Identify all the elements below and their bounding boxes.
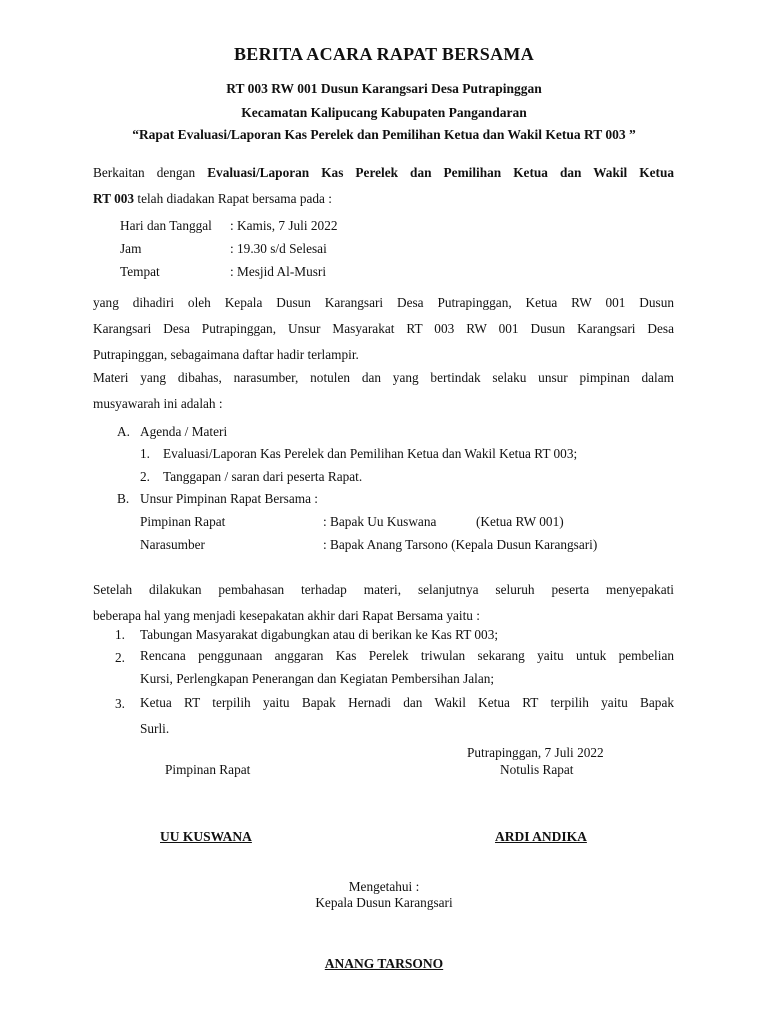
attendance-line: yang dihadiri oleh Kepala Dusun Karangsari Desa Putrapinggan, Ketua RW 001 Dusun bbox=[93, 295, 674, 310]
schedule-label-day: Hari dan Tanggal bbox=[120, 218, 212, 233]
agreement-number: 1. bbox=[115, 627, 125, 642]
intro-paragraph bbox=[93, 160, 674, 212]
schedule-value-time: : 19.30 s/d Selesai bbox=[230, 241, 327, 256]
intro-line-2 bbox=[93, 186, 674, 212]
speaker-value: : Bapak Anang Tarsono (Kepala Dusun Karangsari) bbox=[323, 537, 598, 552]
intro-suffix: telah diadakan Rapat bersama pada : bbox=[134, 191, 332, 206]
header-line-1: RT 003 RW 001 Dusun Karangsari Desa Putrapinggan bbox=[226, 81, 542, 96]
leader-value: : Bapak Uu Kuswana bbox=[323, 514, 437, 529]
materi-paragraph bbox=[93, 365, 674, 417]
agreement-number: 2. bbox=[115, 650, 125, 665]
conclusion-line: Setelah dilakukan pembahasan terhadap materi, selanjutnya seluruh peserta menyepakati bbox=[93, 582, 674, 597]
acknowledge-label: Mengetahui : bbox=[348, 879, 420, 894]
header-line-3: “Rapat Evaluasi/Laporan Kas Perelek dan Pemilihan Ketua dan Wakil Ketua RT 003 ” bbox=[132, 127, 636, 142]
schedule-label-time: Jam bbox=[120, 241, 142, 256]
agenda-item: Tanggapan / saran dari peserta Rapat. bbox=[163, 469, 363, 484]
left-signer-name: UU KUSWANA bbox=[160, 829, 252, 844]
conclusion-paragraph bbox=[93, 577, 674, 629]
right-role: Notulis Rapat bbox=[500, 762, 574, 777]
agreement-text: Tabungan Masyarakat digabungkan atau di berikan ke Kas RT 003; bbox=[140, 627, 499, 642]
left-role: Pimpinan Rapat bbox=[165, 762, 251, 777]
attendance-paragraph bbox=[93, 290, 674, 368]
agenda-item: Evaluasi/Laporan Kas Perelek dan Pemilihan Ketua dan Wakil Ketua RT 003; bbox=[163, 446, 578, 461]
agenda-number: 1. bbox=[140, 446, 150, 461]
leader-note: (Ketua RW 001) bbox=[476, 514, 564, 529]
schedule-label-place: Tempat bbox=[120, 264, 160, 279]
schedule-value-day: : Kamis, 7 Juli 2022 bbox=[230, 218, 338, 233]
right-signer-name: ARDI ANDIKA bbox=[495, 829, 587, 844]
leader-label: Pimpinan Rapat bbox=[140, 514, 226, 529]
materi-line: Materi yang dibahas, narasumber, notulen dan yang bertindak selaku unsur pimpinan dalam bbox=[93, 370, 674, 385]
attendance-line: Karangsari Desa Putrapinggan, Unsur Masyarakat RT 003 RW 001 Dusun Karangsari Desa bbox=[93, 321, 674, 336]
schedule-value-place: : Mesjid Al-Musri bbox=[230, 264, 327, 279]
intro-bold-topic: Evaluasi/Laporan Kas Perelek dan Pemilihan Ketua dan Wakil Ketua bbox=[207, 165, 674, 180]
acknowledge-role: Kepala Dusun Karangsari bbox=[315, 895, 453, 910]
agreement-text-block bbox=[140, 690, 674, 742]
agreement-text: Surli. bbox=[140, 721, 170, 736]
agreement-number: 3. bbox=[115, 696, 125, 711]
acknowledge-signer-name: ANANG TARSONO bbox=[324, 956, 444, 971]
speaker-label: Narasumber bbox=[140, 537, 205, 552]
materi-line: musyawarah ini adalah : bbox=[93, 396, 223, 411]
acknowledge-name-wrap bbox=[0, 955, 768, 973]
header-line-2: Kecamatan Kalipucang Kabupaten Pangandaran bbox=[241, 105, 527, 120]
agreement-text: Ketua RT terpilih yaitu Bapak Hernadi dan Wakil Ketua RT terpilih yaitu Bapak bbox=[140, 695, 674, 710]
attendance-line: Putrapinggan, sebagaimana daftar hadir terlampir. bbox=[93, 347, 359, 362]
place-date: Putrapinggan, 7 Juli 2022 bbox=[467, 745, 604, 760]
section-b-label: Unsur Pimpinan Rapat Bersama : bbox=[140, 491, 319, 506]
intro-prefix: Berkaitan dengan bbox=[93, 165, 208, 180]
conclusion-line: beberapa hal yang menjadi kesepakatan akhir dari Rapat Bersama yaitu : bbox=[93, 608, 480, 623]
agenda-number: 2. bbox=[140, 469, 150, 484]
intro-bold-rt: RT 003 bbox=[93, 191, 135, 206]
intro-line-1 bbox=[93, 160, 674, 186]
agreement-text: Kursi, Perlengkapan Penerangan dan Kegiatan Pembersihan Jalan; bbox=[140, 671, 495, 686]
document-title: BERITA ACARA RAPAT BERSAMA bbox=[233, 44, 534, 64]
agreement-text: Rencana penggunaan anggaran Kas Perelek triwulan sekarang yaitu untuk pembelian bbox=[140, 648, 674, 663]
section-a-label: Agenda / Materi bbox=[140, 424, 228, 439]
agreement-text-block bbox=[140, 644, 674, 690]
section-b-marker: B. bbox=[117, 491, 130, 506]
section-a-marker: A. bbox=[117, 424, 130, 439]
